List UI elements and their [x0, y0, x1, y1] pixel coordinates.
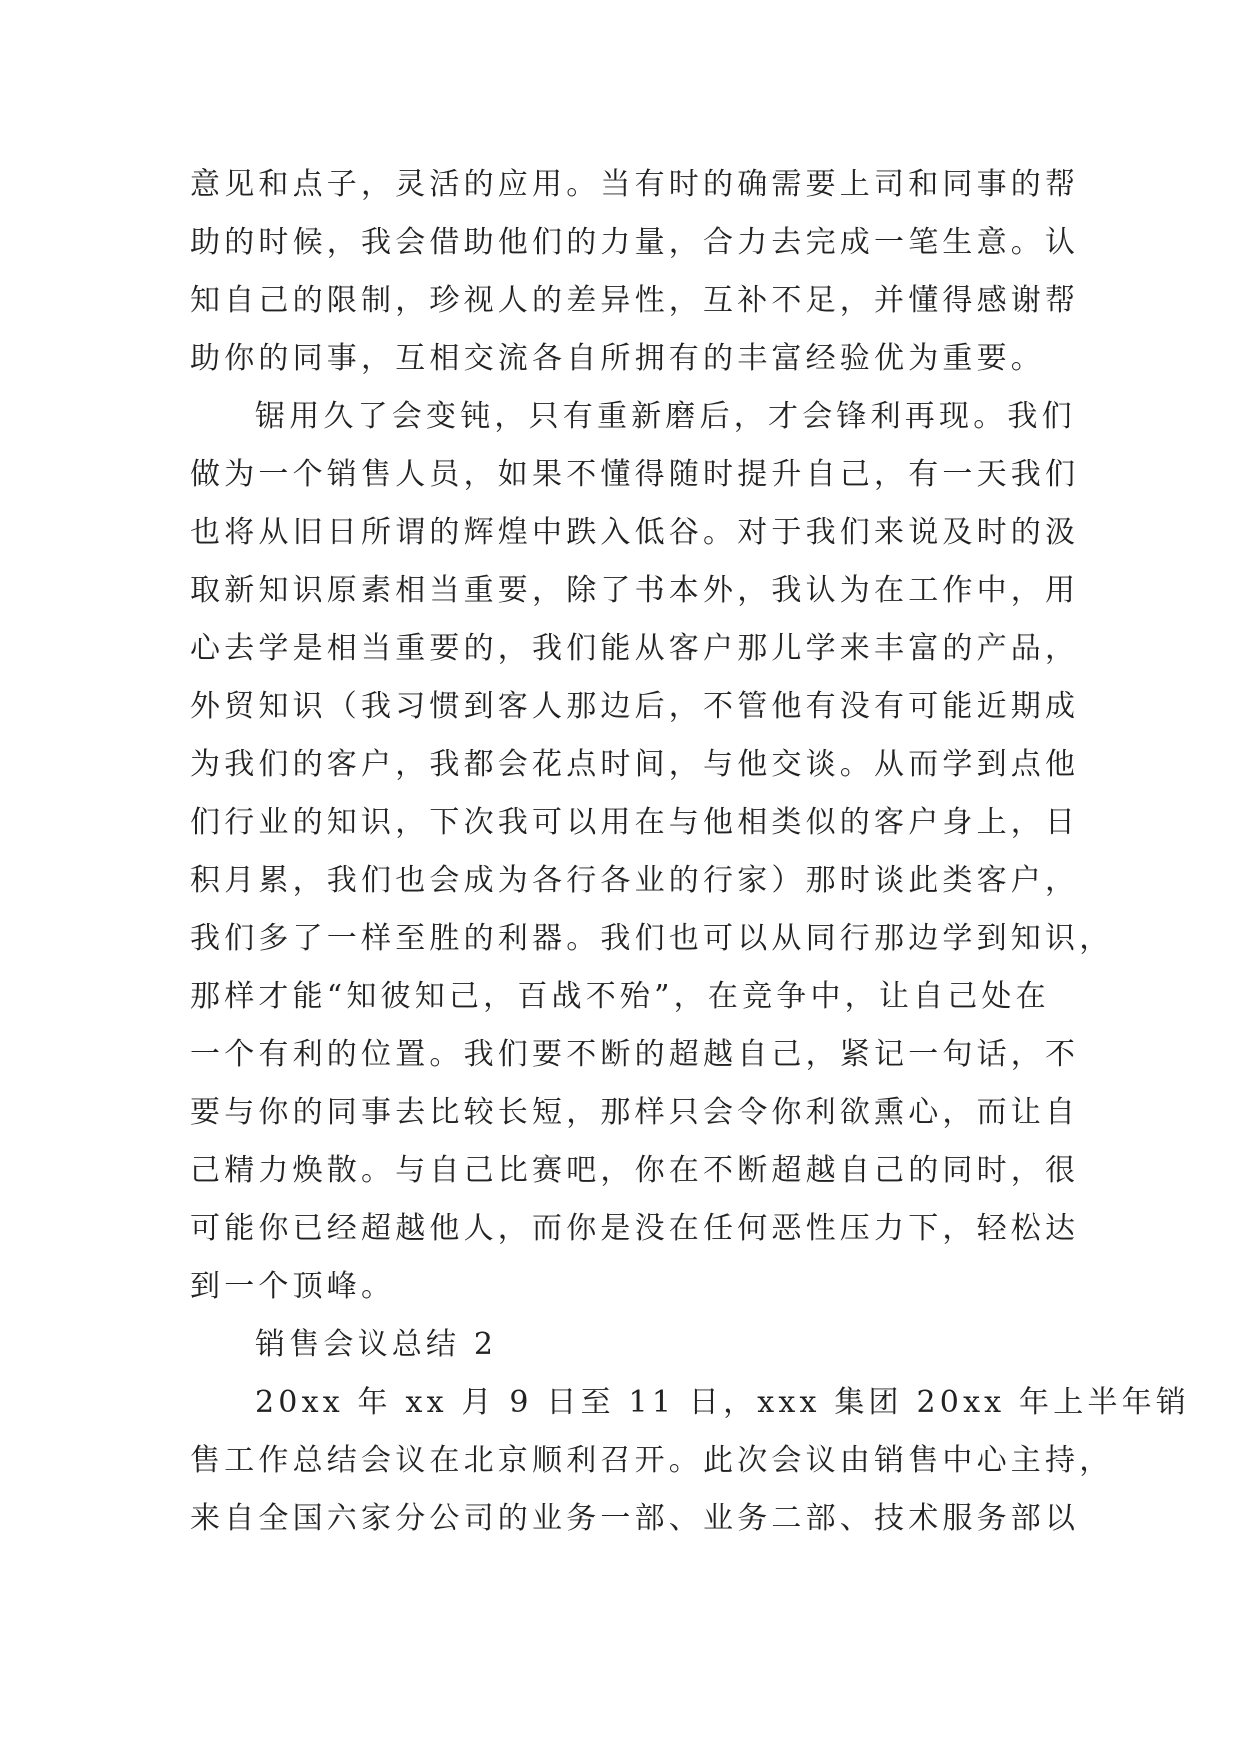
paragraph-line: 那样才能“知彼知己，百战不殆”，在竞争中，让自己处在 — [190, 979, 1050, 1014]
paragraph-first-line: 20xx 年 xx 月 9 日至 11 日，xxx 集团 20xx 年上半年销 — [255, 1385, 1191, 1420]
paragraph-line: 也将从旧日所谓的辉煌中跌入低谷。对于我们来说及时的汲 — [190, 515, 1080, 550]
paragraph-line: 来自全国六家分公司的业务一部、业务二部、技术服务部以 — [190, 1501, 1080, 1536]
paragraph-line: 取新知识原素相当重要，除了书本外，我认为在工作中，用 — [190, 573, 1080, 608]
paragraph-line: 外贸知识（我习惯到客人那边后，不管他有没有可能近期成 — [190, 689, 1080, 724]
paragraph-line: 助的时候，我会借助他们的力量，合力去完成一笔生意。认 — [190, 225, 1080, 260]
paragraph-line: 要与你的同事去比较长短，那样只会令你利欲熏心，而让自 — [190, 1095, 1080, 1130]
paragraph-line: 我们多了一样至胜的利器。我们也可以从同行那边学到知识， — [190, 921, 1114, 956]
paragraph-line: 己精力焕散。与自己比赛吧，你在不断超越自己的同时，很 — [190, 1153, 1080, 1188]
paragraph-line: 知自己的限制，珍视人的差异性，互补不足，并懂得感谢帮 — [190, 283, 1080, 318]
paragraph-line: 意见和点子，灵活的应用。当有时的确需要上司和同事的帮 — [190, 167, 1080, 202]
paragraph-line: 为我们的客户，我都会花点时间，与他交谈。从而学到点他 — [190, 747, 1080, 782]
section-heading: 销售会议总结 2 — [255, 1327, 498, 1362]
paragraph-line: 一个有利的位置。我们要不断的超越自己，紧记一句话，不 — [190, 1037, 1080, 1072]
paragraph-line: 可能你已经超越他人，而你是没在任何恶性压力下，轻松达 — [190, 1211, 1080, 1246]
paragraph-line: 售工作总结会议在北京顺利召开。此次会议由销售中心主持， — [190, 1443, 1114, 1478]
paragraph-line: 积月累，我们也会成为各行各业的行家）那时谈此类客户， — [190, 863, 1080, 898]
paragraph-line: 到一个顶峰。 — [190, 1269, 396, 1304]
paragraph-line: 们行业的知识，下次我可以用在与他相类似的客户身上，日 — [190, 805, 1080, 840]
paragraph-line: 助你的同事，互相交流各自所拥有的丰富经验优为重要。 — [190, 341, 1045, 376]
paragraph-first-line: 锯用久了会变钝，只有重新磨后，才会锋利再现。我们 — [255, 399, 1076, 434]
paragraph-line: 做为一个销售人员，如果不懂得随时提升自己，有一天我们 — [190, 457, 1080, 492]
paragraph-line: 心去学是相当重要的，我们能从客户那儿学来丰富的产品， — [190, 631, 1080, 666]
